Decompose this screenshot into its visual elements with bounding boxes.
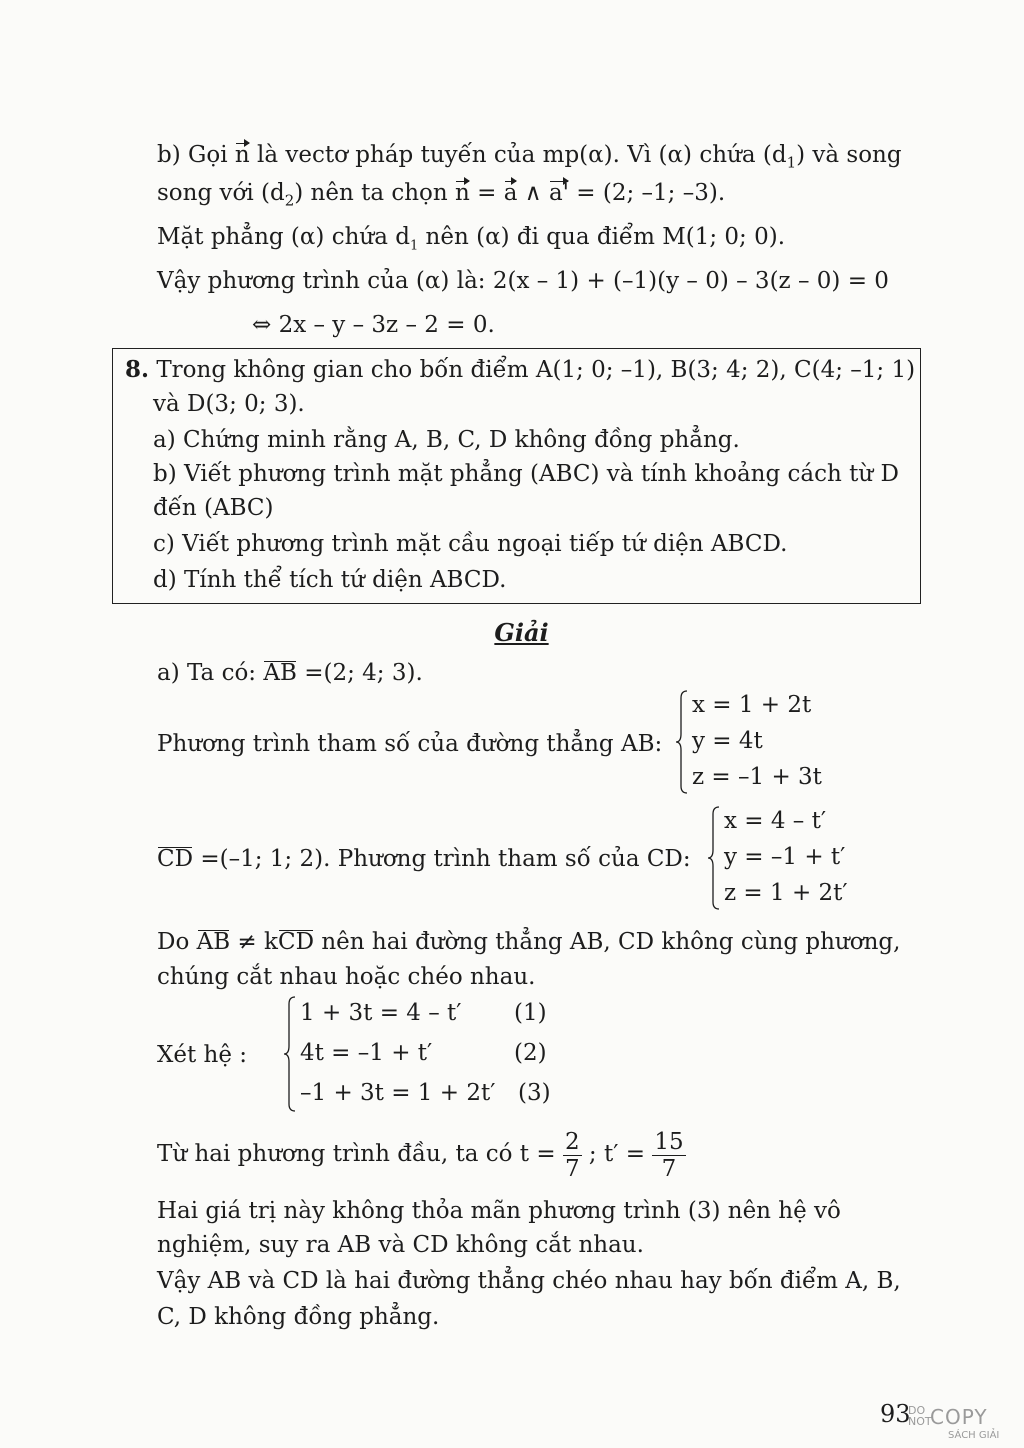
sub-b-line-1: b) Gọi n là vectơ pháp tuyến của mp(α). Vì (α) chứa $(d_1)$ và song — [157, 142, 902, 172]
ab-y-eq: y = 4t — [692, 728, 763, 754]
cd-y-eq: y = –1 + t′ — [724, 844, 846, 870]
eq-tag-2: (2) — [514, 1040, 547, 1066]
not-parallel-line-1: Do AB ≠ kCD nên hai đường thẳng AB, CD không cùng phương, — [157, 929, 901, 955]
sub-b-line-5: ⇔ 2x – y – 3z – 2 = 0. — [252, 312, 495, 338]
watermark-logo: DO NOT COPY SÁCH GIẢI — [908, 1404, 1000, 1441]
t-values-line: Từ hai phương trình đầu, ta có t = $\frac{2}{7}$ ; t′ = $\frac{15}{7}$ — [157, 1128, 684, 1182]
eq-tag-1: (1) — [514, 1000, 547, 1026]
problem-number: 8. — [125, 356, 150, 383]
problem-8-part-d: d) Tính thể tích tứ diện ABCD. — [153, 567, 507, 593]
problem-8-part-b-1: b) Viết phương trình mặt phẳng (ABC) và tính khoảng cách từ D — [153, 461, 899, 487]
problem-8-line-2: và D(3; 0; 3). — [153, 391, 305, 417]
ab-x-eq: x = 1 + 2t — [692, 692, 812, 718]
problem-8-line-1: 8. Trong không gian cho bốn điểm A(1; 0; –1), B(3; 4; 2), C(4; –1; 1) — [125, 356, 916, 383]
sub-b-line-2: song với $(d_2)$ nên ta chọn n = a ∧ a' = (2; –1; –3). — [157, 180, 726, 210]
eq-1: 1 + 3t = 4 – t′ — [300, 1000, 462, 1026]
not-parallel-line-2: chúng cắt nhau hoặc chéo nhau. — [157, 964, 536, 990]
solution-heading: Giải — [494, 618, 549, 647]
t-prime-fraction: $\frac{15}{7}$ — [654, 1128, 684, 1182]
cd-x-eq: x = 4 – t′ — [724, 808, 827, 834]
conclusion-line-2: C, D không đồng phẳng. — [157, 1304, 440, 1330]
brace-icon — [708, 806, 720, 910]
sub-b-line-4: Vậy phương trình của (α) là: 2(x – 1) + (–1)(y – 0) – 3(z – 0) = 0 — [157, 268, 889, 294]
solution-ab-vector: a) Ta có: AB =(2; 4; 3). — [157, 660, 423, 686]
no-solution-line-1: Hai giá trị này không thỏa mãn phương trình (3) nên hệ vô — [157, 1198, 841, 1224]
solution-cd-vector: CD =(–1; 1; 2). Phương trình tham số của CD: — [157, 846, 691, 872]
conclusion-line-1: Vậy AB và CD là hai đường thẳng chéo nhau hay bốn điểm A, B, — [157, 1268, 901, 1294]
ab-param-label: Phương trình tham số của đường thẳng AB: — [157, 731, 663, 757]
system-label: Xét hệ : — [157, 1042, 248, 1068]
vector-n: n — [234, 142, 250, 168]
eq-3: –1 + 3t = 1 + 2t′ — [300, 1080, 496, 1106]
problem-8-part-b-2: đến (ABC) — [153, 495, 274, 521]
ab-z-eq: z = –1 + 3t — [692, 764, 822, 790]
ab-param-system — [676, 690, 876, 794]
cd-z-eq: z = 1 + 2t′ — [724, 880, 848, 906]
brace-icon — [676, 690, 688, 794]
eq-tag-3: (3) — [518, 1080, 551, 1106]
t-fraction: $\frac{2}{7}$ — [564, 1128, 580, 1182]
brace-icon — [284, 996, 296, 1112]
problem-8-part-a: a) Chứng minh rằng A, B, C, D không đồng phẳng. — [153, 427, 740, 453]
no-solution-line-2: nghiệm, suy ra AB và CD không cắt nhau. — [157, 1232, 644, 1258]
problem-8-box — [112, 348, 921, 604]
problem-8-part-c: c) Viết phương trình mặt cầu ngoại tiếp tứ diện ABCD. — [153, 531, 788, 557]
sub-b-line-3: Mặt phẳng (α) chứa $d_1$ nên (α) đi qua điểm M(1; 0; 0). — [157, 224, 786, 254]
cd-param-system — [708, 806, 908, 910]
page-number: 93 — [880, 1400, 911, 1428]
eq-2: 4t = –1 + t′ — [300, 1040, 433, 1066]
intersection-system — [284, 996, 584, 1112]
